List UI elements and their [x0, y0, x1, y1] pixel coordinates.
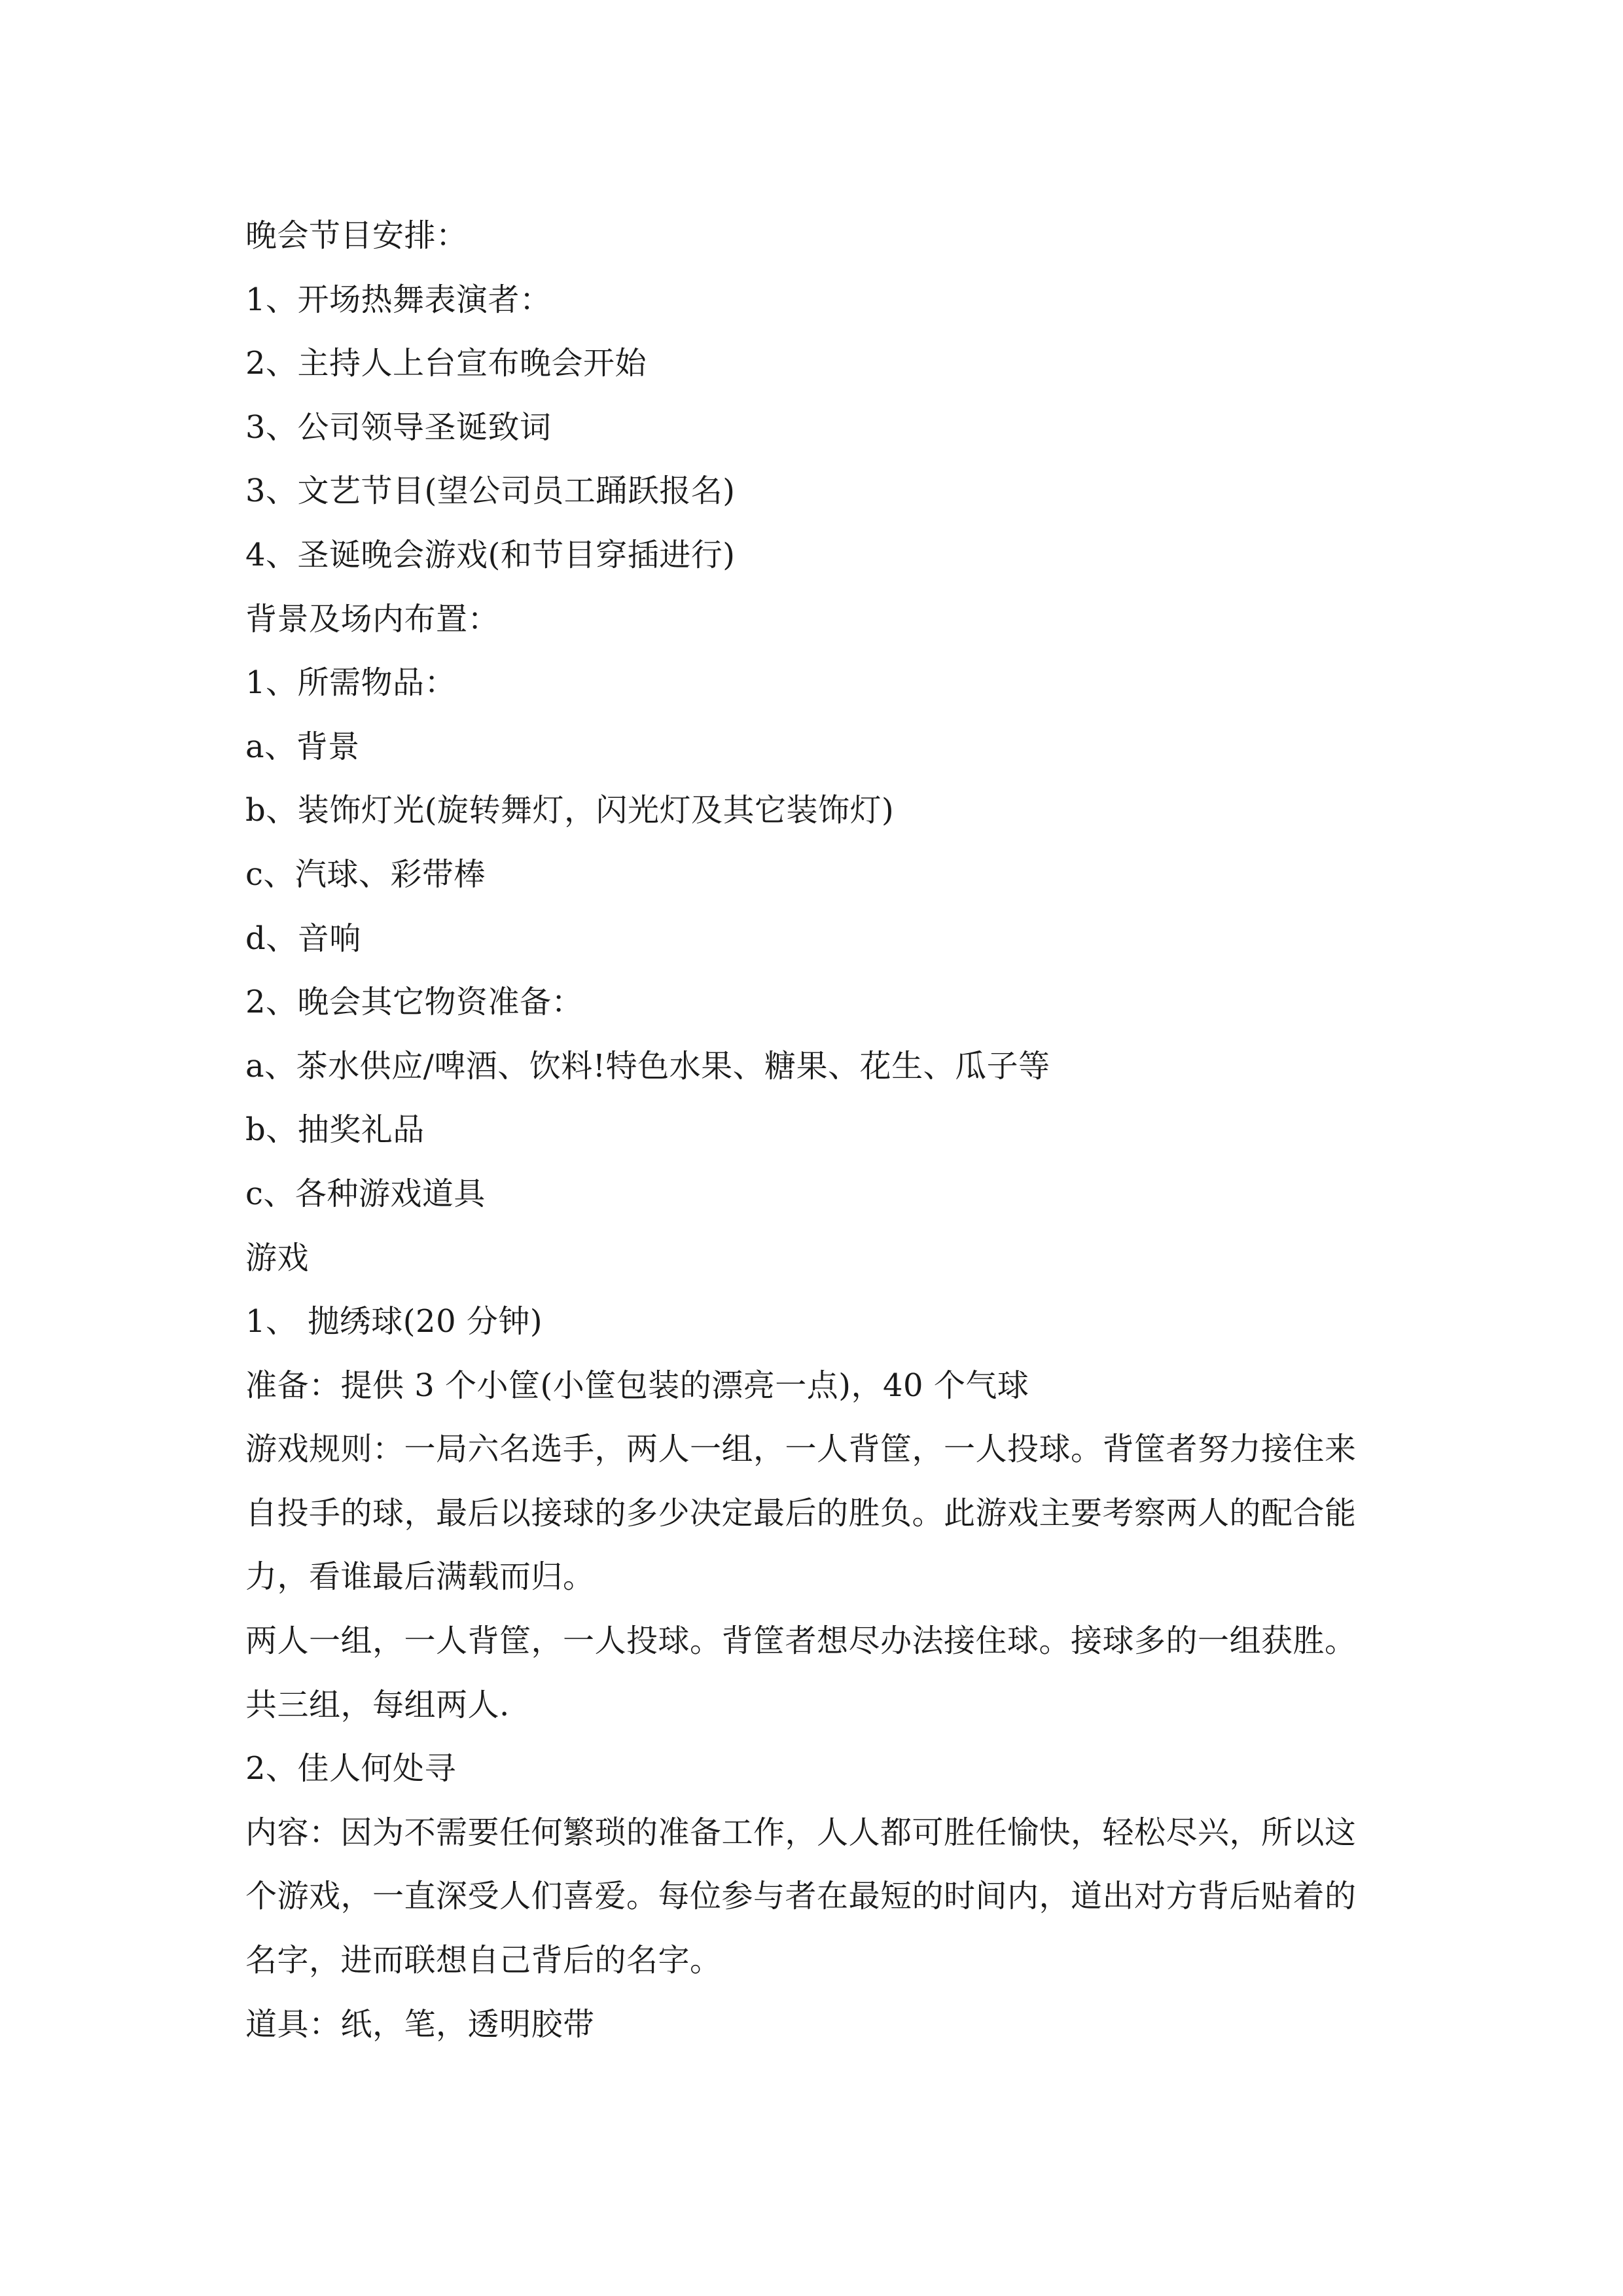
paragraph-line: 个游戏，一直深受人们喜爱。每位参与者在最短的时间内，道出对方背后贴着的: [245, 1878, 1357, 1915]
list-item: b、装饰灯光(旋转舞灯，闪光灯及其它装饰灯): [245, 792, 895, 829]
game-title: 1、 抛绣球(20 分钟): [245, 1303, 543, 1340]
list-item: 2、晚会其它物资准备：: [245, 984, 584, 1021]
section-heading-program: 晚会节目安排：: [245, 217, 468, 254]
paragraph-line: 内容：因为不需要任何繁琐的准备工作，人人都可胜任愉快，轻松尽兴，所以这: [245, 1814, 1357, 1851]
paragraph-line: 道具：纸，笔，透明胶带: [245, 2005, 595, 2043]
section-heading-venue: 背景及场内布置：: [245, 600, 500, 637]
document-body: [245, 204, 1404, 2056]
list-item: 4、圣诞晚会游戏(和节目穿插进行): [245, 536, 736, 573]
paragraph-line: 名字，进而联想自己背后的名字。: [245, 1942, 722, 1979]
paragraph-line: 两人一组，一人背筐，一人投球。背筐者想尽办法接住球。接球多的一组获胜。: [245, 1623, 1357, 1660]
list-item: 1、开场热舞表演者：: [245, 281, 552, 318]
list-item: a、背景: [245, 728, 360, 765]
paragraph-line: 共三组，每组两人.: [245, 1686, 510, 1723]
list-item: 3、文艺节目(望公司员工踊跃报名): [245, 473, 736, 510]
paragraph-line: 自投手的球，最后以接球的多少决定最后的胜负。此游戏主要考察两人的配合能: [245, 1494, 1357, 1532]
paragraph-line: 力，看谁最后满载而归。: [245, 1558, 595, 1596]
list-item: 3、公司领导圣诞致词: [245, 408, 552, 446]
list-item: a、茶水供应/啤酒、饮料!特色水果、糖果、花生、瓜子等: [245, 1047, 1050, 1085]
game-title: 2、佳人何处寻: [245, 1750, 457, 1787]
list-item: 2、主持人上台宣布晚会开始: [245, 345, 647, 382]
paragraph-line: 准备：提供 3 个小筐(小筐包装的漂亮一点)，40 个气球: [245, 1367, 1029, 1404]
list-item: b、抽奖礼品: [245, 1111, 425, 1149]
list-item: c、各种游戏道具: [245, 1175, 486, 1212]
list-item: c、汽球、彩带棒: [245, 855, 486, 893]
section-heading-games: 游戏: [245, 1239, 310, 1276]
list-item: 1、所需物品：: [245, 664, 457, 702]
paragraph-line: 游戏规则：一局六名选手，两人一组，一人背筐，一人投球。背筐者努力接住来: [245, 1431, 1357, 1468]
list-item: d、音响: [245, 920, 361, 957]
